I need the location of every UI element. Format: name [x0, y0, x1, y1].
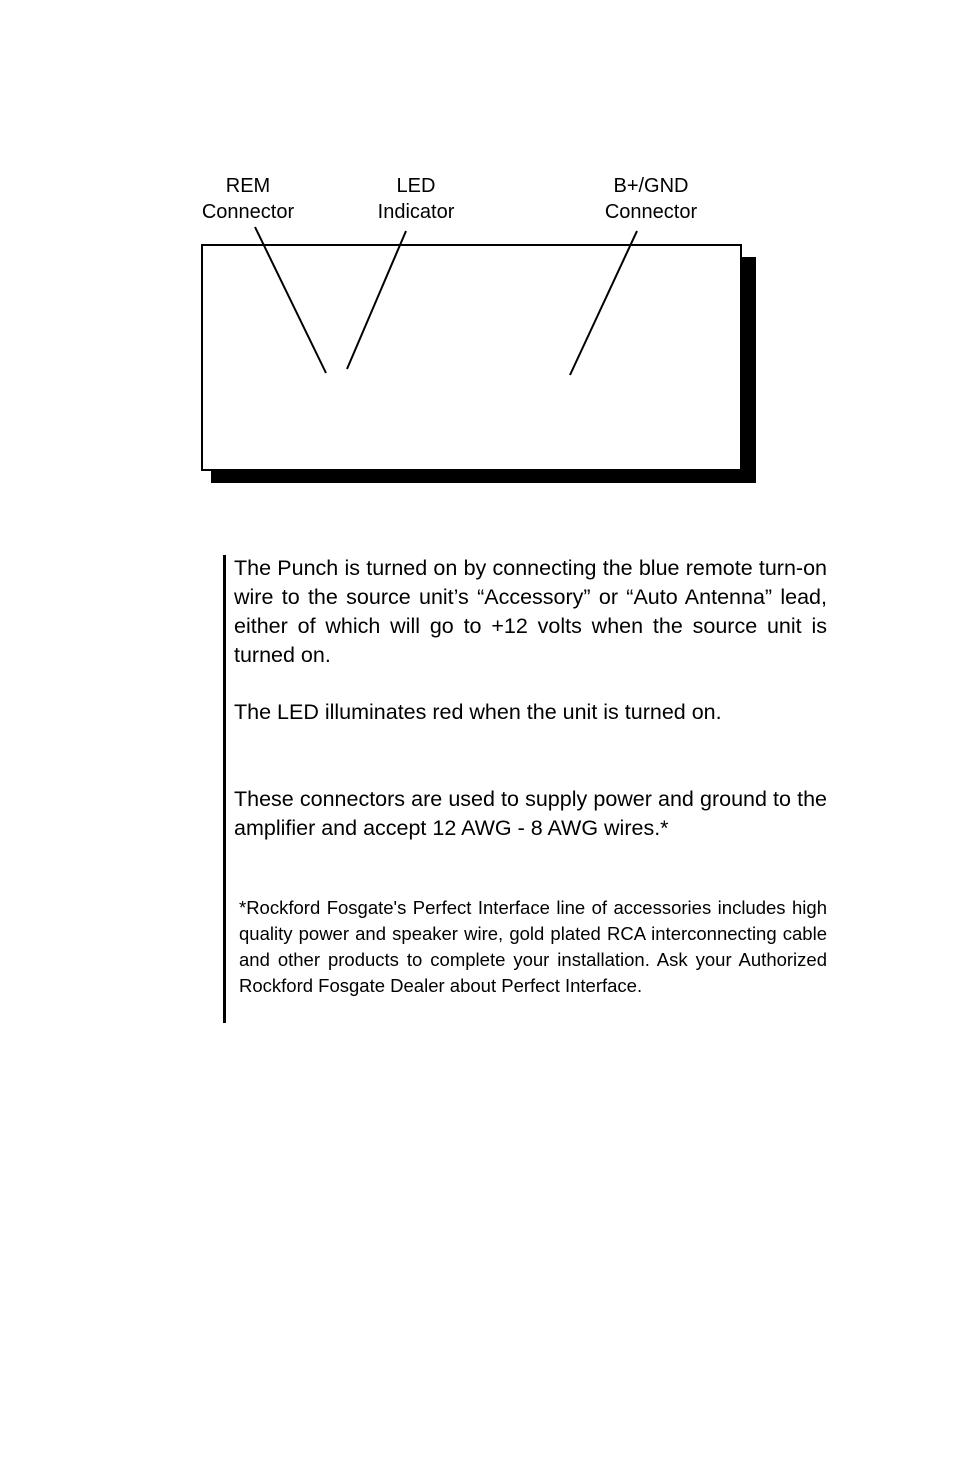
led-callout-line2: Indicator — [377, 201, 455, 223]
rem-callout-line1: REM — [225, 175, 271, 197]
rem-description: The Punch is turned on by connecting the blue remote turn-on wire to the source unit’s “Accessory” or “Auto Antenna” lead, either of which will go to +12 volts when the source unit is turned on. — [234, 556, 827, 667]
perfect-interface-footnote: *Rockford Fosgate's Perfect Interface line of accessories includes high quality power and speaker wire, gold plated RCA interconnecting cable and other products to complete your installation. Ask your Authorized Rockford Fosgate Dealer about Perfect Interface. — [239, 897, 827, 996]
led-callout-line1: LED — [396, 175, 436, 197]
bgnd-callout-line2: Connector — [604, 201, 698, 223]
amplifier-panel — [201, 244, 742, 471]
bgnd-callout-line1: B+/GND — [613, 175, 689, 197]
section-side-rule — [223, 555, 226, 1023]
led-indicator-callout — [356, 173, 476, 225]
rem-callout-line2: Connector — [201, 201, 295, 223]
led-description: The LED illuminates red when the unit is turned on. — [234, 700, 722, 724]
bgnd-description: These connectors are used to supply power and ground to the amplifier and accept 12 AWG - 8 AWG wires.* — [234, 787, 827, 840]
rem-connector-callout — [188, 173, 308, 225]
bgnd-connector-callout — [581, 173, 721, 225]
